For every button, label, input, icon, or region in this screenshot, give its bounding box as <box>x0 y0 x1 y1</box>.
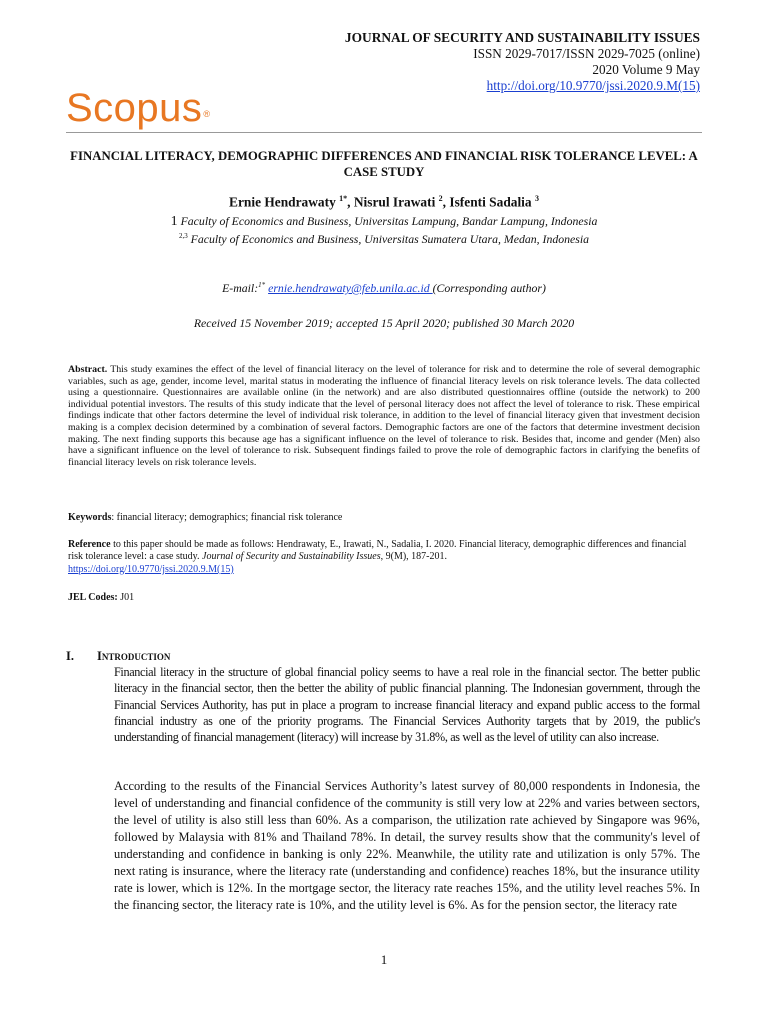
section-title: Introduction <box>97 649 171 663</box>
scopus-logo-text: Scopus <box>66 86 203 130</box>
publication-dates: Received 15 November 2019; accepted 15 April 2020; published 30 March 2020 <box>193 316 575 330</box>
author-superscript: 3 <box>534 194 539 203</box>
author-name: Nisrul Irawati <box>353 194 436 210</box>
scopus-logo <box>66 86 211 130</box>
header-divider <box>66 132 702 133</box>
email-line <box>66 281 702 296</box>
reference-doi-link[interactable]: https://doi.org/10.9770/jssi.2020.9.M(15) <box>68 563 234 575</box>
email-superscript: 1* <box>258 281 266 290</box>
affiliation-text: Faculty of Economics and Business, Universitas Lampung, Bandar Lampung, Indonesia <box>180 214 598 228</box>
journal-issn: ISSN 2029-7017/ISSN 2029-7025 (online) <box>473 46 700 61</box>
affiliation-text: Faculty of Economics and Business, Universitas Sumatera Utara, Medan, Indonesia <box>190 231 590 246</box>
citation-reference <box>68 539 700 576</box>
reference-label: Reference <box>68 539 111 550</box>
journal-title: JOURNAL OF SECURITY AND SUSTAINABILITY ISSUES <box>344 30 700 45</box>
email-link[interactable]: ernie.hendrawaty@feb.unila.ac.id <box>268 281 433 295</box>
body-paragraph: Financial literacy in the structure of global financial policy seems to have a real role in the financial sector. The better public literacy in the financial sector, then the better the ability of public financial planning. The Indonesian government, through the Financial Services Authority, has put in place a program to increase financial literacy and expand public access to the formal financial industry as one of the priority programs. The Financial Services Authority targets that by 2019, the public's understanding of financial management (literacy) will increase by 31.8%, as well as the level of utility can also increase. <box>114 665 700 745</box>
reference-text: to this paper should be made as follows: Hendrawaty, E., Irawati, N., Sadalia, I. 2020. Financial literacy, demographic differences and financial risk tolerance level: a case study. <box>68 539 687 563</box>
author-list: Ernie Hendrawaty $^{1*}$, Nisrul Irawati $^2$, Isfenti Sadalia $^3$ <box>229 194 539 210</box>
affiliations <box>66 214 702 247</box>
author-superscript: 2 <box>438 194 443 203</box>
jel-codes <box>68 592 134 603</box>
reference-journal: Journal of Security and Sustainability Issues <box>202 551 381 563</box>
keywords <box>68 512 700 523</box>
email-label: E-mail: <box>222 281 259 295</box>
paper-title: FINANCIAL LITERACY, DEMOGRAPHIC DIFFERENCES AND FINANCIAL RISK TOLERANCE LEVEL: A CASE STUDY <box>70 149 698 179</box>
journal-header <box>345 30 700 94</box>
body-paragraph: According to the results of the Financial Services Authority’s latest survey of 80,000 respondents in Indonesia, the level of understanding and financial confidence of the community is still very low at 22% and varies between sectors, the level of utility is also still less than 60%. As a comparison, the utilization rate achieved by Singapore was 96%, followed by Malaysia with 81% and Thailand 78%. In detail, the survey results show that the community's level of understanding and confidence in banking is only 22%. Meanwhile, the utility rate and utilization is only 57%. The next rating is insurance, where the literacy rate (understanding and confidence) reaches 18%, but the insurance utility rate is lower, which is 12%. In the mortgage sector, the literacy rate reaches 15%, and the utility level reaches 5%. In the financing sector, the literacy rate is 10%, and the utility level is 6%. As for the pension sector, the literacy rate <box>114 779 700 912</box>
affiliation-superscript: 2,3 <box>178 232 188 240</box>
keywords-label: Keywords <box>68 512 112 523</box>
affiliation-superscript: 1 <box>170 214 178 229</box>
reference-text-tail: , 9(M), 187-201. <box>380 551 448 563</box>
abstract <box>68 364 700 468</box>
affiliation-2 <box>66 229 702 247</box>
affiliation-1 <box>66 214 702 229</box>
abstract-label: Abstract. <box>68 364 108 375</box>
keywords-text: : financial literacy; demographics; financial risk tolerance <box>111 512 343 523</box>
jel-value: J01 <box>117 592 135 603</box>
author-name: Isfenti Sadalia <box>449 194 532 210</box>
corresponding-note: (Corresponding author) <box>432 281 546 295</box>
abstract-text: This study examines the effect of the level of financial literacy on the level of tolerance for risk and to determine the role of several demographic variables, such as age, gender, income level, marital status in moderating the influence of financial literacy levels on risk tolerance levels. The data collected using a questionnaire. Questionnaires are available online (in the network) and are also distributed questionnaires offline (outside the network) to 200 individual potential investors. The results of this study indicate that the level of personal literacy does not affect the level of tolerance to risk. These empirical findings indicate that other factors determine the level of individual risk tolerance, in addition to the level of financial literacy given that investment decision making is a complex decision determined by a combination of several factors. Demographic factors are one of the factors that determine investment decision making. The next finding supports this because age has a significant influence on the level of tolerance to risk. Besides that, income and gender (Men) also have a significant influence on the level of tolerance to risk. Subsequent findings failed to prove the role of demographic factors in clarifying the benefits of financial literacy levels on risk tolerance levels. <box>68 364 700 468</box>
journal-volume: 2020 Volume 9 May <box>592 62 700 77</box>
author-name: Ernie Hendrawaty <box>229 194 336 210</box>
journal-doi-link[interactable]: http://doi.org/10.9770/jssi.2020.9.M(15) <box>486 78 700 93</box>
page-number: 1 <box>380 952 388 967</box>
author-superscript: 1* <box>339 194 348 203</box>
jel-label: JEL Codes: <box>68 592 118 603</box>
section-number: I. <box>66 649 74 663</box>
registered-mark: ® <box>203 109 211 119</box>
